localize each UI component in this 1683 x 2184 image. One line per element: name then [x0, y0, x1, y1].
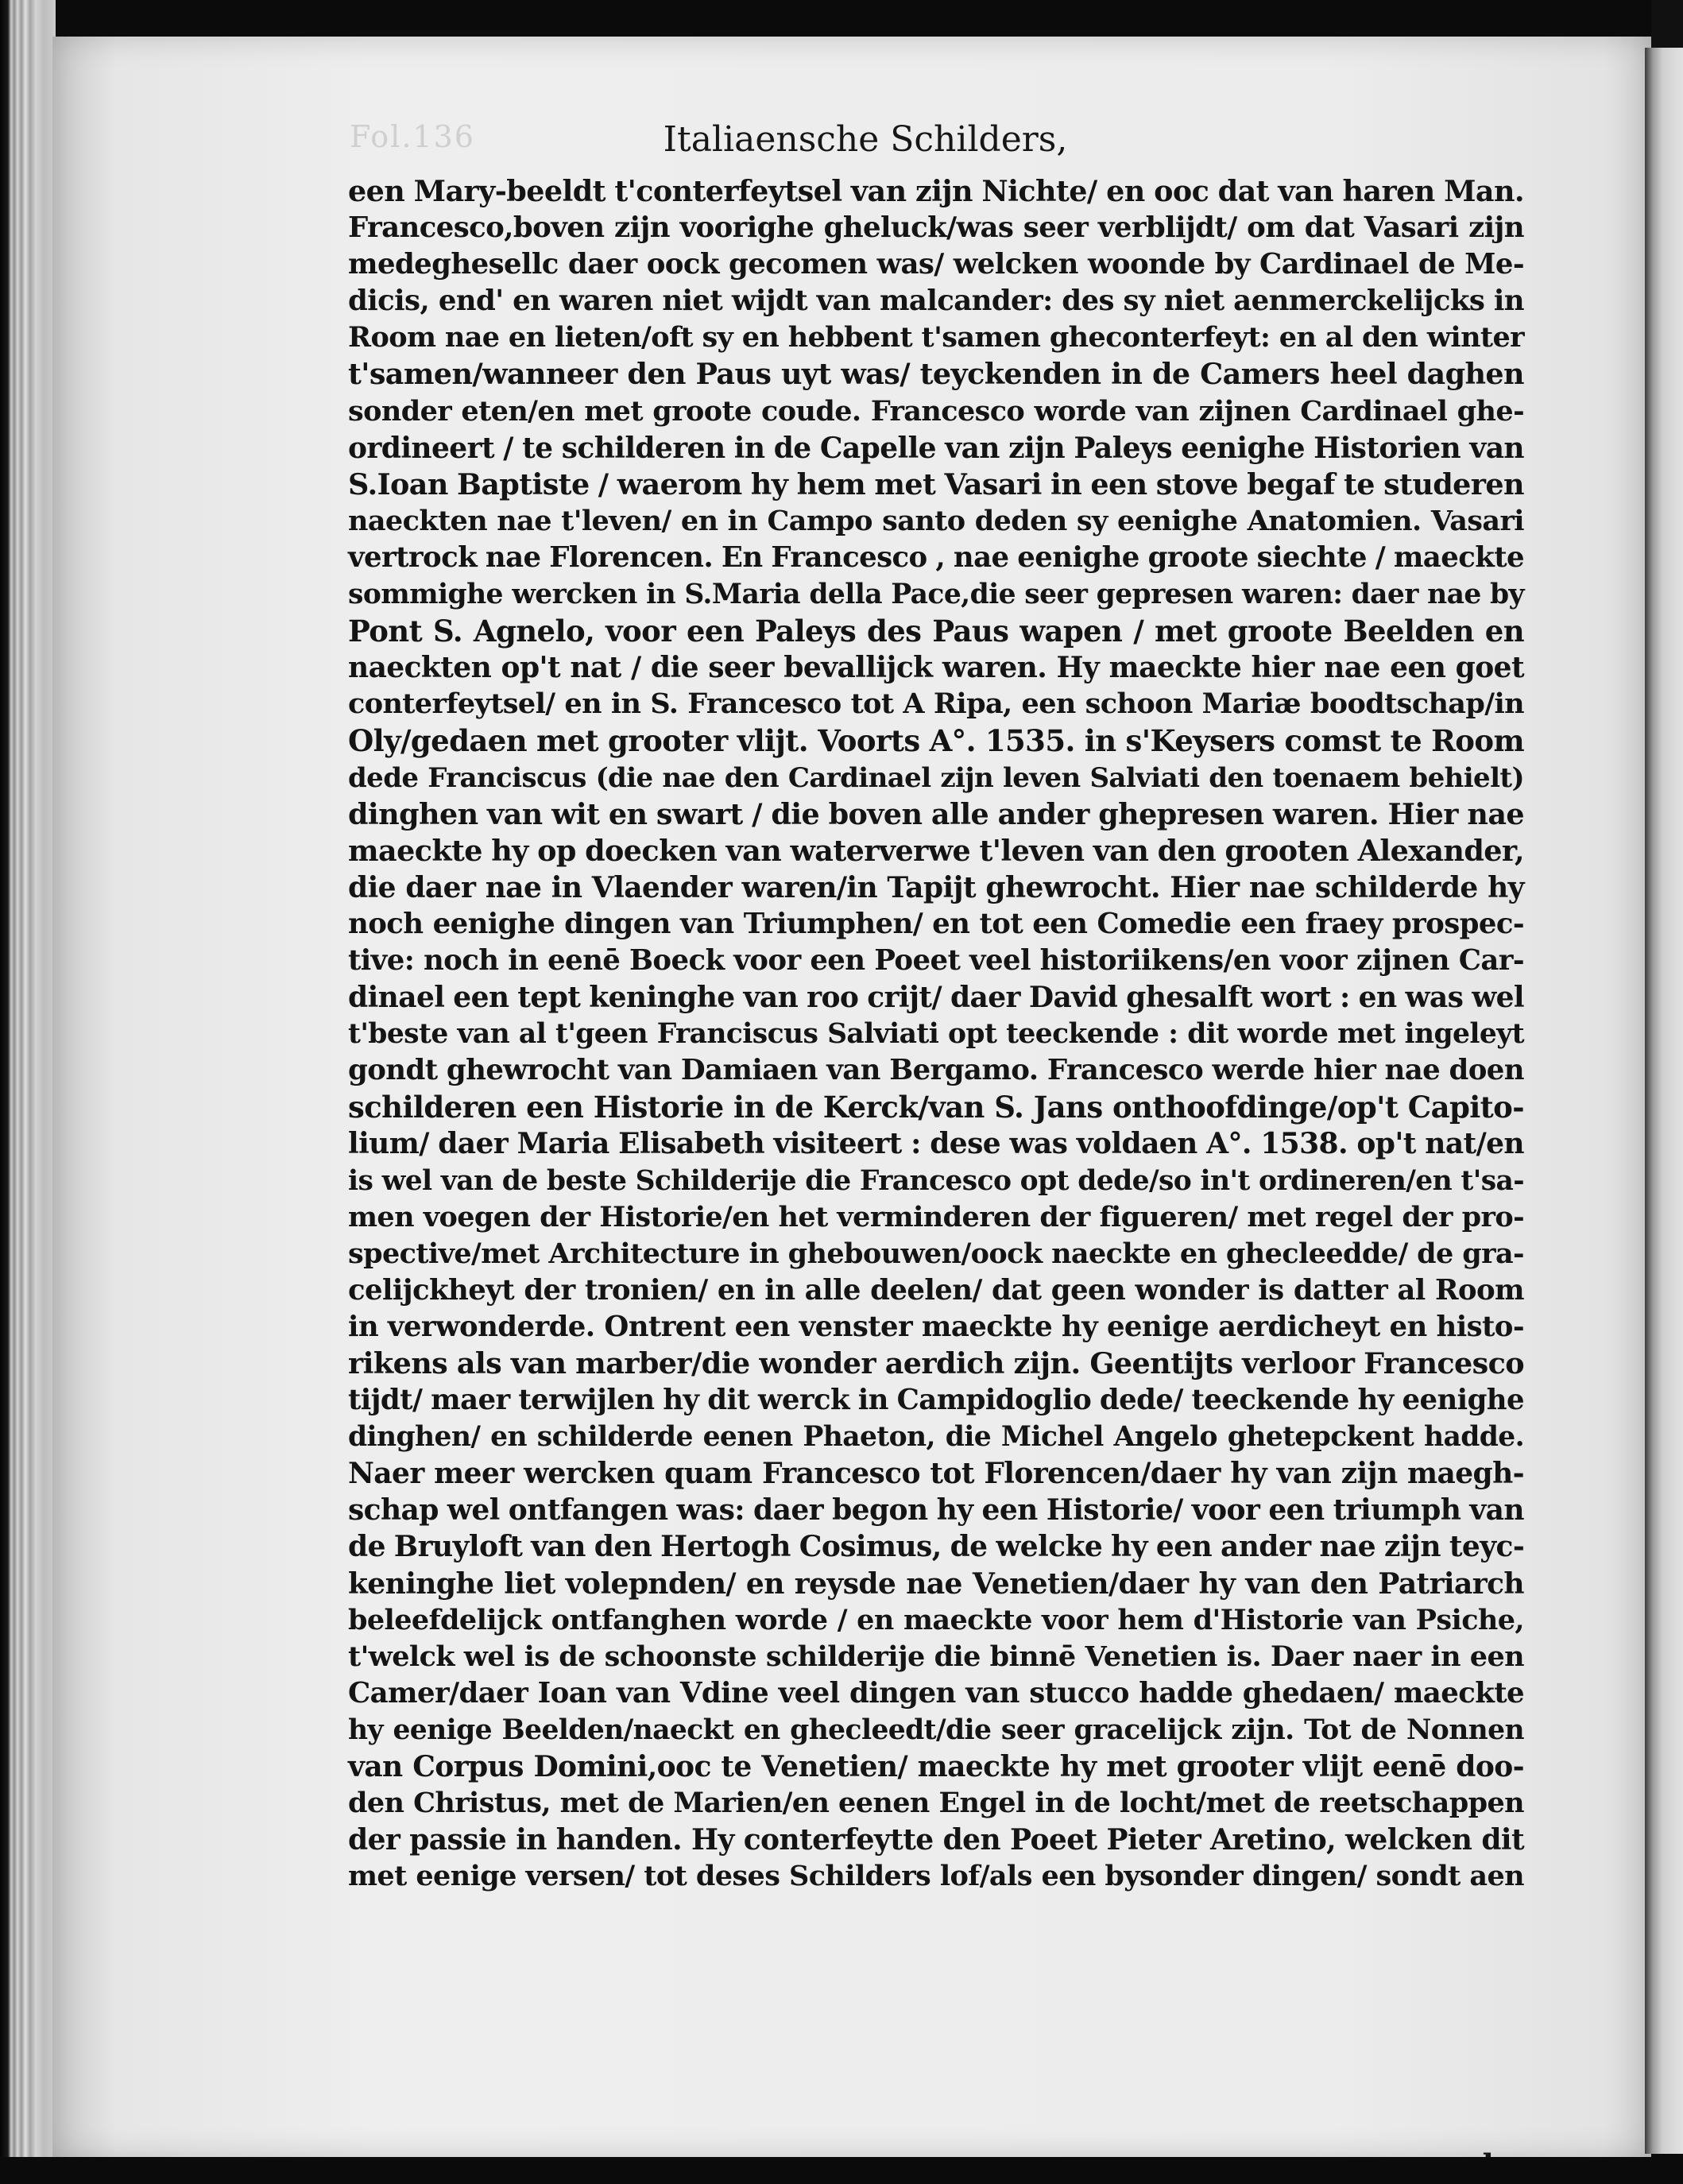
text-line: dicis, end' en waren niet wijdt van malcander: des sy niet aenmerckelijcks in — [348, 285, 1524, 318]
text-line: spective/met Architecture in ghebouwen/oock naeckte en ghecleedde/ de gra- — [348, 1237, 1524, 1270]
text-line: dinghen van wit en swart / die boven alle ander ghepresen waren. Hier nae — [348, 796, 1524, 831]
text-line: Francesco,boven zijn voorighe gheluck/was seer verblijdt/ om dat Vasari zijn — [348, 211, 1524, 245]
text-line: conterfeytsel/ en in S. Francesco tot A Ripa, een schoon Mariæ boodtschap/in — [348, 687, 1524, 721]
text-line: Camer/daer Ioan van Vdine veel dingen van stucco hadde ghedaen/ maeckte — [348, 1676, 1524, 1710]
text-line: naeckten nae t'leven/ en in Campo santo deden sy eenighe Anatomien. Vasari — [348, 504, 1524, 537]
text-line: t'welck wel is de schoonste schilderije die binnē Venetien is. Daer naer in een — [348, 1640, 1524, 1673]
text-line: de Bruyloft van den Hertogh Cosimus, de welcke hy een ander nae zijn teyc- — [348, 1530, 1525, 1564]
body-text — [348, 173, 1524, 1895]
text-line: den Christus, met de Marien/en eenen Engel in de locht/met de reetschappen — [348, 1787, 1524, 1820]
text-line: schilderen een Historie in de Kerck/van S. Jans onthoofdinge/op't Capito- — [348, 1090, 1524, 1125]
background-bottom — [0, 2157, 1683, 2184]
text-line: is wel van de beste Schilderije die Francesco opt dede/so in't ordineren/en t'sa- — [348, 1164, 1524, 1197]
text-line: van Corpus Domini,ooc te Venetien/ maeckte hy met grooter vlijt eenē doo- — [348, 1750, 1524, 1784]
facing-page-edge — [1645, 48, 1683, 2154]
text-line: maeckte hy op doecken van waterverwe t'leven van den grooten Alexander, — [348, 833, 1524, 868]
text-line: rikens als van marber/die wonder aerdich zijn. Geentijts verloor Francesco — [348, 1346, 1524, 1380]
text-line: dinghen/ en schilderde eenen Phaeton, die Michel Angelo ghetepckent hadde. — [348, 1421, 1524, 1454]
text-line: dinael een tept keninghe van roo crijt/ daer David ghesalft wort : en was wel — [348, 981, 1524, 1015]
text-line: hy eenige Beelden/naeckt en ghecleedt/die seer gracelijck zijn. Tot de Nonnen — [348, 1714, 1524, 1746]
text-line: die daer nae in Vlaender waren/in Tapijt ghewrocht. Hier nae schilderde hy — [348, 870, 1524, 904]
book-page-edges — [0, 0, 56, 2184]
text-line: Pont S. Agnelo, voor een Paleys des Paus wapen / met groote Beelden en — [348, 614, 1524, 649]
text-line: met eenige versen/ tot deses Schilders lof/als een bysonder dingen/ sondt aen — [348, 1860, 1524, 1893]
text-line: vertrock nae Florencen. En Francesco , nae eenighe groote siechte / maeckte — [348, 540, 1524, 574]
text-line: t'samen/wanneer den Paus uyt was/ teyckenden in de Camers heel daghen — [348, 357, 1524, 392]
text-line: sommighe wercken in S.Maria della Pace,die seer gepresen waren: daer nae by — [348, 579, 1524, 611]
text-line: lium/ daer Maria Elisabeth visiteert : dese was voldaen A°. 1538. op't nat/en — [348, 1127, 1524, 1161]
text-line: Oly/gedaen met grooter vlijt. Voorts A°. 1535. in s'Keysers comst te Room — [348, 723, 1524, 759]
faint-folio-number: Fol.136 — [350, 119, 475, 154]
text-line: een Mary-beeldt t'conterfeytsel van zijn Nichte/ en ooc dat van haren Man. — [348, 174, 1524, 208]
text-line: dede Franciscus (die nae den Cardinael zijn leven Salviati den toenaem behielt) — [348, 761, 1524, 794]
text-line: men voegen der Historie/en het verminderen der figueren/ met regel der pro- — [348, 1200, 1524, 1233]
text-line: der passie in handen. Hy conterfeytte den Poeet Pieter Aretino, welcken dit — [348, 1823, 1524, 1857]
text-line: gondt ghewrocht van Damiaen van Bergamo. Francesco werde hier nae doen — [348, 1054, 1524, 1087]
text-line: Room nae en lieten/oft sy en hebbent t'samen gheconterfeyt: en al den winter — [348, 321, 1524, 354]
text-line: Naer meer wercken quam Francesco tot Florencen/daer hy van zijn maegh- — [348, 1457, 1524, 1491]
text-line: schap wel ontfangen was: daer begon hy een Historie/ voor een triumph van — [348, 1493, 1524, 1528]
text-line: tive: noch in eenē Boeck voor een Poeet veel historiikens/en voor zijnen Car- — [348, 943, 1524, 977]
text-line: ordineert / te schilderen in de Capelle van zijn Paleys eenighe Historien van — [348, 431, 1524, 465]
text-line: in verwonderde. Ontrent een venster maeckte hy eenige aerdicheyt en histo- — [348, 1310, 1524, 1343]
text-line: t'beste van al t'geen Franciscus Salviati opt teeckende : dit worde met ingeleyt — [348, 1018, 1524, 1051]
text-line: noch eenighe dingen van Triumphen/ en tot een Comedie een fraey prospec- — [348, 907, 1524, 940]
text-line: celijckheyt der tronien/ en in alle deelen/ dat geen wonder is datter al Room — [348, 1273, 1524, 1307]
text-line: keninghe liet volepnden/ en reysde nae Venetien/daer hy van den Patriarch — [348, 1566, 1524, 1601]
text-line: tijdt/ maer terwijlen hy dit werck in Campidoglio dede/ teeckende hy eenighe — [348, 1384, 1524, 1417]
running-head: Italiaensche Schilders, — [663, 119, 1068, 160]
text-line: naeckten op't nat / die seer bevallijck waren. Hy maeckte hier nae een goet — [348, 651, 1524, 685]
text-line: beleefdelijck ontfanghen worde / en maeckte voor hem d'Historie van Psiche, — [348, 1603, 1524, 1636]
text-line: S.Ioan Baptiste / waerom hy hem met Vasari in een stove begaf te studeren — [348, 467, 1524, 501]
text-line: medeghesellc daer oock gecomen was/ welcken woonde by Cardinael de Me- — [348, 248, 1524, 281]
text-line: sonder eten/en met groote coude. Francesco worde van zijnen Cardinael ghe- — [348, 394, 1524, 428]
